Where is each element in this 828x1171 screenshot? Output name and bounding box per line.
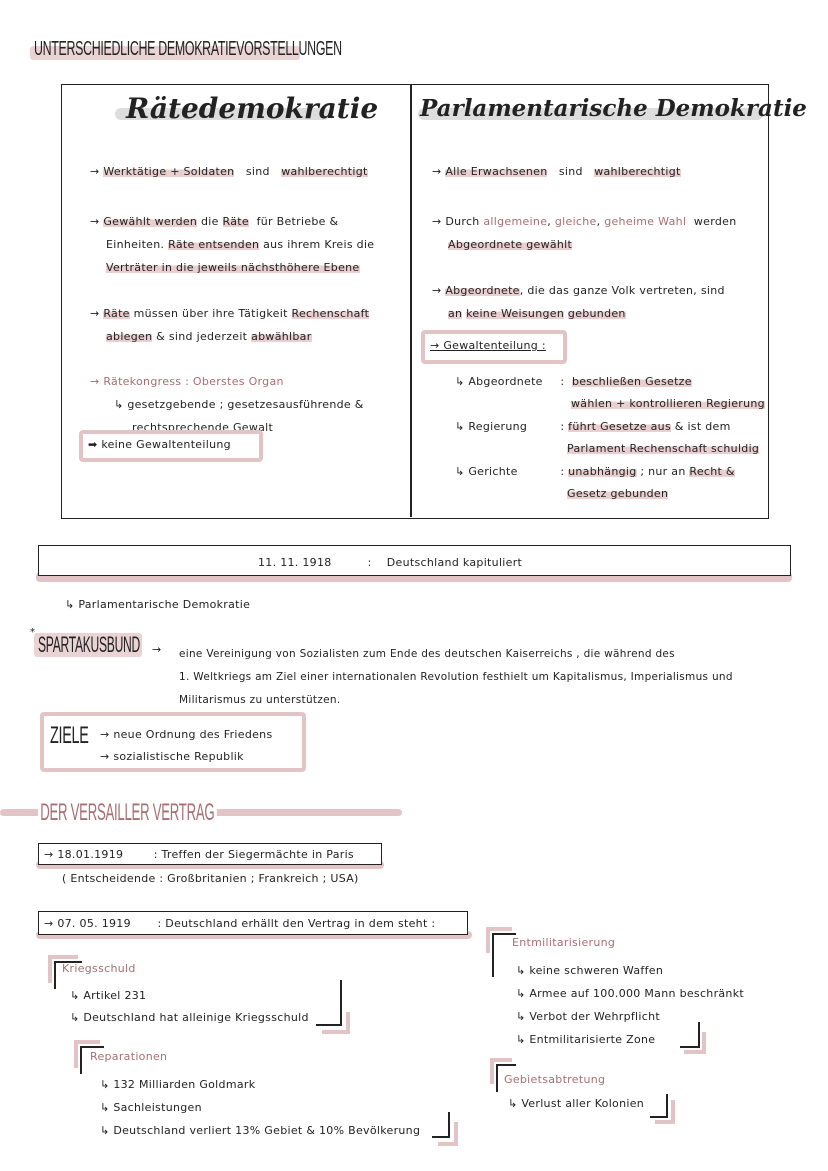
ziele-list: → neue Ordnung des Friedens → sozialistische Republik bbox=[100, 728, 273, 763]
entmil-end-pink bbox=[684, 1032, 706, 1054]
kriegsschuld-title: Kriegsschuld bbox=[62, 962, 136, 975]
kriegsschuld-end-pink bbox=[322, 1012, 350, 1034]
spartakus-title: SPARTAKUSBUND bbox=[38, 632, 140, 657]
reparationen-title: Reparationen bbox=[90, 1050, 168, 1063]
table-divider bbox=[410, 84, 412, 517]
raete-point-3: → Räte müssen über ihre Tätigkeit Rechenschaft ablegen & sind jederzeit abwählbar bbox=[90, 307, 370, 343]
spartakus-arrow: → bbox=[152, 643, 162, 656]
spartakus-star: * bbox=[30, 627, 36, 638]
parl-point-3: → Abgeordnete, die das ganze Volk vertreten, sind an keine Weisungen gebunden bbox=[432, 284, 725, 320]
gebiet-end-pink bbox=[655, 1100, 675, 1124]
event2-line: → 07. 05. 1919 : Deutschland erhällt den Vertrag in dem steht : bbox=[44, 917, 436, 930]
gebiet-list: ↳ Verlust aller Kolonien bbox=[508, 1097, 645, 1110]
gewalt-row-gerichte: ↳ Gerichte : unabhängig ; nur an Recht & Gesetz gebunden bbox=[455, 465, 735, 500]
gewaltenteilung-label: → Gewaltenteilung : bbox=[430, 339, 546, 352]
event1-line: → 18.01.1919 : Treffen der Siegermächte in Paris bbox=[44, 848, 354, 861]
raete-point-1: → Werktätige + Soldaten sind wahlberechtigt bbox=[90, 165, 368, 178]
raete-point-4: → Rätekongress : Oberstes Organ ↳ gesetzgebende ; gesetzesausführende & rechtsprechende Gewalt bbox=[90, 375, 364, 434]
kapitulation-follow: ↳ Parlamentarische Demokratie bbox=[65, 598, 251, 611]
spartakus-description: eine Vereinigung von Sozialisten zum Ende des deutschen Kaiserreichs , die während des 1. Weltkriegs am Ziel einer internationalen Revolution festhielt um Kapitalismus, Imperialismus und Militarismus zu unterstützen. bbox=[179, 648, 733, 706]
page-title: UNTERSCHIEDLICHE DEMOKRATIEVORSTELLUNGEN bbox=[34, 38, 342, 60]
raete-heading: Rätedemokratie bbox=[126, 92, 379, 125]
raete-point-2: → Gewählt werden die Räte für Betriebe & Einheiten. Räte entsenden aus ihrem Kreis die Verträter in die jeweils nächsthöhere Ebene bbox=[90, 215, 375, 274]
entmil-list: ↳ keine schweren Waffen ↳ Armee auf 100.000 Mann beschränkt ↳ Verbot der Wehrpflicht ↳ Entmilitarisierte Zone bbox=[516, 964, 744, 1046]
event1-note: ( Entscheidende : Großbritanien ; Frankreich ; USA) bbox=[62, 872, 359, 885]
gewalt-row-abgeordnete: ↳ Abgeordnete : beschließen Gesetze wählen + kontrollieren Regierung bbox=[455, 375, 765, 410]
versailles-heading: DER VERSAILLER VERTRAG bbox=[38, 799, 217, 827]
parl-point-1: → Alle Erwachsenen sind wahlberechtigt bbox=[432, 165, 681, 178]
parl-point-2: → Durch allgemeine, gleiche, geheime Wahl werden Abgeordnete gewählt bbox=[432, 215, 737, 251]
gebiet-title: Gebietsabtretung bbox=[504, 1073, 606, 1086]
reparationen-list: ↳ 132 Milliarden Goldmark ↳ Sachleistungen ↳ Deutschland verliert 13% Gebiet & 10% Bevölkerung bbox=[100, 1078, 421, 1137]
parl-heading: Parlamentarische Demokratie bbox=[420, 95, 807, 122]
keine-gewaltenteilung: ➡ keine Gewaltenteilung bbox=[88, 438, 231, 451]
kriegsschuld-list: ↳ Artikel 231 ↳ Deutschland hat alleinige Kriegsschuld bbox=[70, 989, 309, 1024]
ziele-label: ZIELE bbox=[50, 722, 89, 749]
reparationen-end-pink bbox=[438, 1122, 458, 1146]
kapitulation-line: 11. 11. 1918 : Deutschland kapituliert bbox=[258, 556, 523, 569]
gewalt-row-regierung: ↳ Regierung : führt Gesetze aus & ist dem Parlament Rechenschaft schuldig bbox=[455, 420, 760, 455]
entmil-title: Entmilitarisierung bbox=[512, 936, 616, 949]
